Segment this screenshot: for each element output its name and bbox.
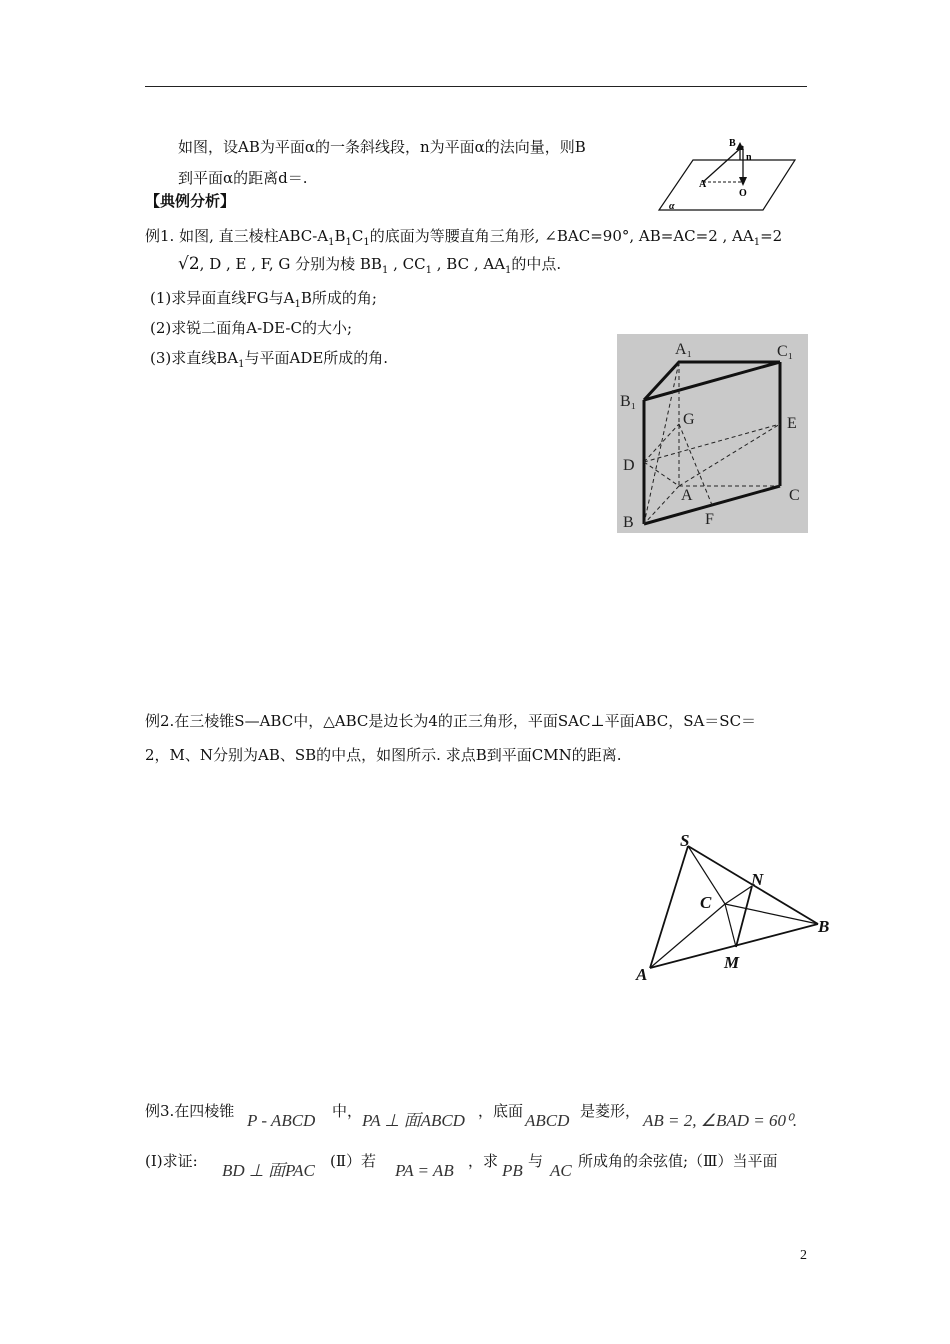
example3-line-1-a: 例3.在四棱锥 xyxy=(145,1102,235,1120)
example3-line-1-d: 是菱形， xyxy=(580,1102,641,1120)
fig2-label-B: B xyxy=(818,917,830,936)
example2-line-2: 2，M、N分别为AB、SB的中点，如图所示. 求点B到平面CMN的距离. xyxy=(145,746,622,764)
fig1-label-B: B xyxy=(623,514,634,531)
fig0-label-B: B xyxy=(729,138,736,149)
header-rule xyxy=(145,86,807,87)
fig2-label-N: N xyxy=(751,870,764,889)
fig0-label-A: A xyxy=(699,179,707,190)
fig0-label-alpha: α xyxy=(669,201,675,212)
example3-math-ab: AB = 2, ∠BAD = 60⁰. xyxy=(643,1111,798,1130)
fig1-label-A: A xyxy=(681,487,693,504)
fig2-label-C: C xyxy=(700,893,712,912)
example3-math-ac: AC xyxy=(550,1161,572,1180)
example3-line-2-e: 所成角的余弦值;（Ⅲ）当平面 xyxy=(578,1152,778,1170)
fig2-label-A: A xyxy=(636,965,648,984)
example3-line-1-b: 中， xyxy=(332,1102,363,1120)
example1-line-2: √2, D , E , F, G 分别为棱 $BB_1$ , $CC_1$ , BC , $AA_1$的中点. xyxy=(178,254,562,276)
example3-line-2-a: (Ⅰ)求证: xyxy=(145,1152,198,1170)
example3-line-2-c: ，求 xyxy=(468,1152,499,1170)
example3-math-pa-perp: PA ⊥ 面ABCD xyxy=(362,1111,465,1130)
example1-question-3: (3)求直线$BA_1$与平面ADE所成的角. xyxy=(150,349,389,370)
fig1-label-B1: B₁ xyxy=(620,393,637,410)
fig1-label-A1: A₁ xyxy=(675,341,693,358)
example3-math-pa-ab: PA = AB xyxy=(395,1161,454,1180)
example3-line-2-b: (Ⅱ）若 xyxy=(330,1152,377,1170)
page-number: 2 xyxy=(800,1248,807,1263)
example1-question-2: (2)求锐二面角A-DE-C的大小; xyxy=(150,319,353,337)
example1-line-1: 例1. 如图, 直三棱柱ABC-$A_1B_1C_1$的底面为等腰直角三角形, ∠BAC=90°, AB=AC=2 , $AA_1=2$ xyxy=(145,227,783,248)
fig1-label-C: C xyxy=(789,487,800,504)
example3-math-base: ABCD xyxy=(525,1111,570,1130)
example3-line-2-d: 与 xyxy=(528,1152,544,1170)
example3-line-1-c: ，底面 xyxy=(478,1102,524,1120)
fig2-label-M: M xyxy=(724,953,740,972)
fig1-label-F: F xyxy=(705,511,714,528)
fig0-label-n: n xyxy=(746,152,752,163)
intro-line-1: 如图，设AB为平面α的一条斜线段，n为平面α的法向量，则B xyxy=(178,138,586,156)
fig1-label-E: E xyxy=(787,415,797,432)
example3-math-pb: PB xyxy=(502,1161,523,1180)
fig1-label-C1: C₁ xyxy=(777,343,794,360)
intro-line-2: 到平面α的距离d＝. xyxy=(178,169,308,187)
pyramid-figure xyxy=(630,828,840,988)
fig0-label-O: O xyxy=(739,188,747,199)
example1-question-1: (1)求异面直线FG与$A_1B$所成的角; xyxy=(150,289,377,310)
fig2-label-S: S xyxy=(680,831,690,850)
prism-figure xyxy=(617,334,808,533)
fig1-label-D: D xyxy=(623,457,635,474)
plane-normal-figure xyxy=(655,130,800,215)
fig1-label-G: G xyxy=(683,411,695,428)
example3-math-pyramid: P - ABCD xyxy=(247,1111,316,1130)
example3-math-bd-perp: BD ⊥ 面PAC xyxy=(222,1161,315,1180)
example2-line-1: 例2.在三棱锥S—ABC中，△ABC是边长为4的正三角形，平面SAC⊥平面ABC，SA＝SC＝ xyxy=(145,712,757,730)
section-heading: 【典例分析】 xyxy=(145,192,236,210)
